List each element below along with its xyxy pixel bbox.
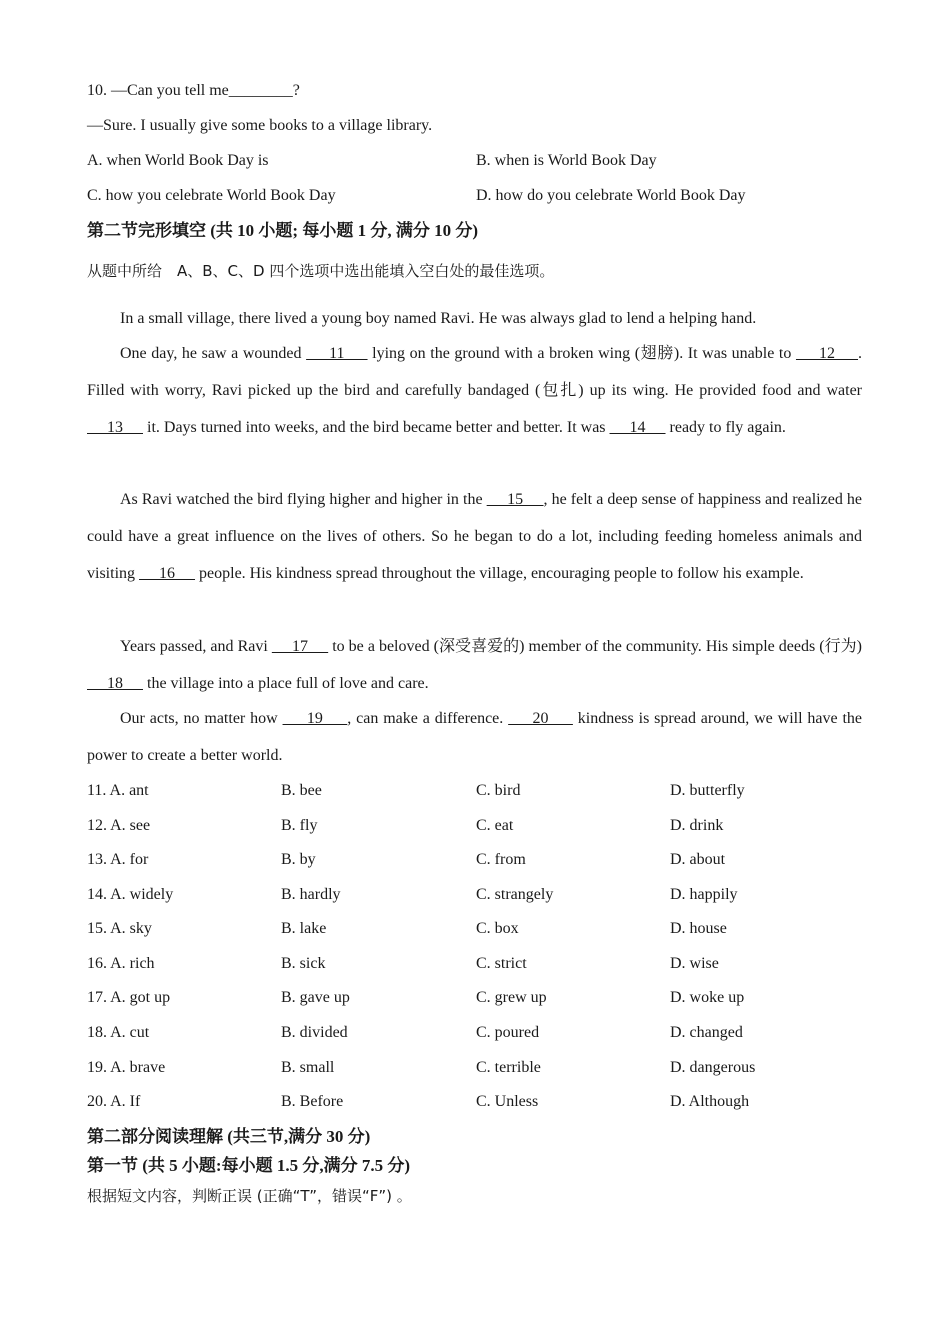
choice-row-17: 17. A. got up B. gave up C. grew up D. woke up	[87, 989, 745, 1006]
blank-20: 20	[508, 710, 573, 727]
q10-stem: 10. —Can you tell me________?	[87, 82, 300, 99]
q10-option-a: A. when World Book Day is	[87, 152, 269, 169]
choice-row-16: 16. A. rich B. sick C. strict D. wise	[87, 955, 719, 972]
choice-row-19: 19. A. brave B. small C. terrible D. dangerous	[87, 1059, 756, 1076]
blank-16: 16	[139, 565, 196, 582]
part2-heading: 第二部分阅读理解 (共三节,满分 30 分)	[87, 1127, 371, 1146]
choice-row-13: 13. A. for B. by C. from D. about	[87, 851, 726, 868]
passage-paragraph-1: In a small village, there lived a young boy named Ravi. He was always glad to lend a helping hand.	[120, 310, 757, 327]
blank-14: 14	[609, 419, 666, 436]
blank-19: 19	[282, 710, 348, 727]
blank-13: 13	[87, 419, 143, 436]
blank-11: 11	[306, 345, 368, 362]
passage-paragraph-5: Our acts, no matter how 19 , can make a difference. 20 kindness is spread around, we will have the power to create a better world.	[87, 710, 863, 764]
blank-12: 12	[795, 345, 859, 362]
choice-row-20: 20. A. If B. Before C. Unless D. Although	[87, 1093, 750, 1110]
q10-option-b: B. when is World Book Day	[476, 152, 657, 169]
section2-instruction: 从题中所给 A、B、C、D 四个选项中选出能填入空白处的最佳选项。	[87, 262, 555, 280]
blank-17: 17	[271, 638, 329, 655]
part2-instruction: 根据短文内容，判断正误 (正确“T”，错误“F”) 。	[87, 1187, 412, 1205]
part2-subheading: 第一节 (共 5 小题:每小题 1.5 分,满分 7.5 分)	[87, 1156, 410, 1175]
passage-paragraph-2: One day, he saw a wounded 11 lying on the ground with a broken wing (翅膀). It was unable to 12 . Filled with worry, Ravi picked up the bird and carefully bandaged (包扎) up its wing. He provided food and water 13 it. Days turned into weeks, and the bird became better and better. It was 14 ready to fly again.	[87, 345, 863, 436]
choice-row-12: 12. A. see B. fly C. eat D. drink	[87, 817, 724, 834]
blank-15: 15	[486, 491, 544, 508]
blank-18: 18	[87, 675, 143, 692]
choice-row-11: 11. A. ant B. bee C. bird D. butterfly	[87, 782, 745, 799]
choice-row-18: 18. A. cut B. divided C. poured D. changed	[87, 1024, 743, 1041]
q10-response: —Sure. I usually give some books to a village library.	[87, 117, 433, 134]
q10-option-d: D. how do you celebrate World Book Day	[476, 187, 746, 204]
choice-row-14: 14. A. widely B. hardly C. strangely D. happily	[87, 886, 738, 903]
q10-option-c: C. how you celebrate World Book Day	[87, 187, 336, 204]
choice-row-15: 15. A. sky B. lake C. box D. house	[87, 920, 727, 937]
passage-paragraph-3: As Ravi watched the bird flying higher and higher in the 15 , he felt a deep sense of happiness and realized he could have a great influence on the lives of others. So he began to do a lot, including feeding homeless animals and visiting 16 people. His kindness spread throughout the village, encouraging people to follow his example.	[87, 491, 863, 582]
passage-paragraph-4: Years passed, and Ravi 17 to be a beloved (深受喜爱的) member of the community. His simple deeds (行为) 18 the village into a place full of love and care.	[87, 638, 862, 692]
section2-heading: 第二节完形填空 (共 10 小题; 每小题 1 分, 满分 10 分)	[87, 221, 478, 240]
